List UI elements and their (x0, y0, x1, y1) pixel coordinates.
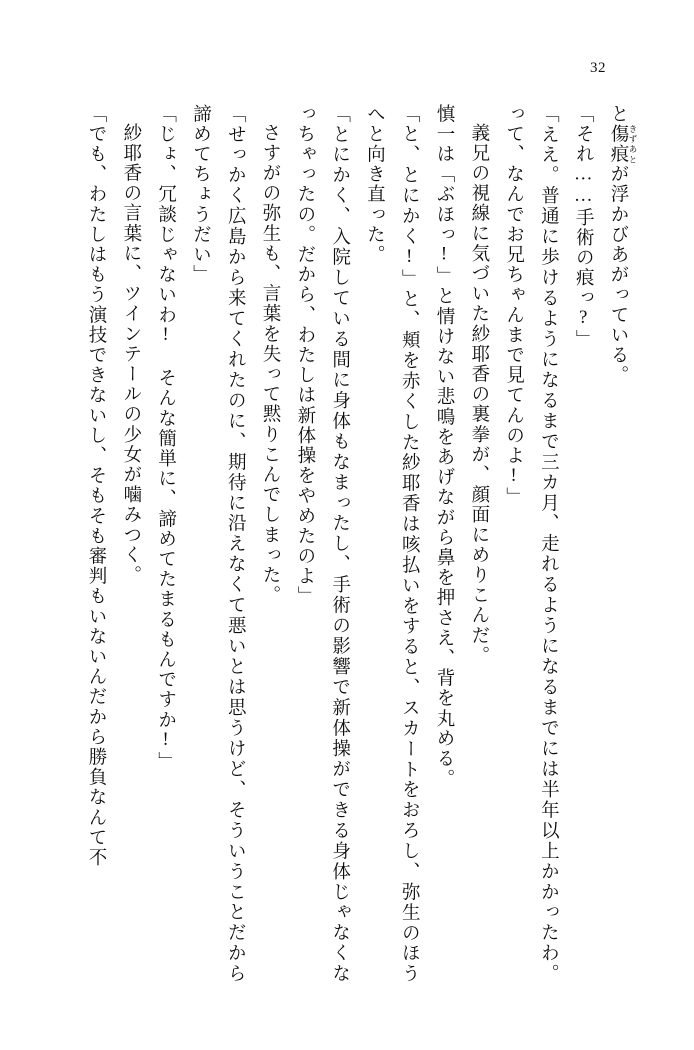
paragraph: さすがの弥生も、言葉を失って黙りこんでしまった。 (260, 122, 281, 605)
ruby-base: 傷痕 (608, 124, 628, 165)
page-number: 32 (590, 60, 606, 76)
paragraph: 「せっかく広島から来てくれたのに、期待に沿えなくて悪いとは思うけど、そういうことだから諦めてちょうだい」 (190, 104, 246, 984)
paragraph: 「それ……手術の痕っ?」 (573, 104, 594, 350)
paragraph (600, 104, 638, 984)
paragraph: 義兄の視線に気づいた紗耶香の裏拳が、顔面にめりこんだ。 (468, 122, 489, 666)
paragraph: 「でも、わたしはもう演技できないし、そもそも審判もいないんだから勝負なんて不 (86, 104, 107, 868)
body-text-block (56, 104, 638, 984)
paragraph: 「と、とにかく!」と、頬を赤くした紗耶香は咳払いをすると、スカートをおろし、弥生のほうへと向き直った。 (364, 104, 420, 984)
paragraph-prefix: と (608, 104, 628, 125)
paragraph: 「じょ、冗談じゃないわ! そんな簡単に、諦めてたまるもんですか!」 (155, 104, 176, 772)
paragraph-suffix: が浮かびあがっている。 (608, 164, 628, 386)
paragraph: 慎一は「ぶほっ!」と情けない悲鳴をあげながら鼻を押さえ、背を丸める。 (434, 104, 455, 789)
paragraph: 「ええ。普通に歩けるようになるまで三カ月、走れるようになるまでには半年以上かかったわ。って、なんでお兄ちゃんまで見てんのよ!」 (503, 104, 559, 984)
ruby-kizuato (608, 124, 638, 165)
paragraph: 紗耶香の言葉に、ツインテールの少女が噛みつく。 (120, 122, 141, 585)
ruby-reading: きずあと (628, 124, 638, 165)
paragraph: 「とにかく、入院している間に身体もなまったし、手術の影響で新体操ができる身体じゃなくなっちゃったの。だから、わたしは新体操をやめたのよ」 (294, 104, 350, 984)
